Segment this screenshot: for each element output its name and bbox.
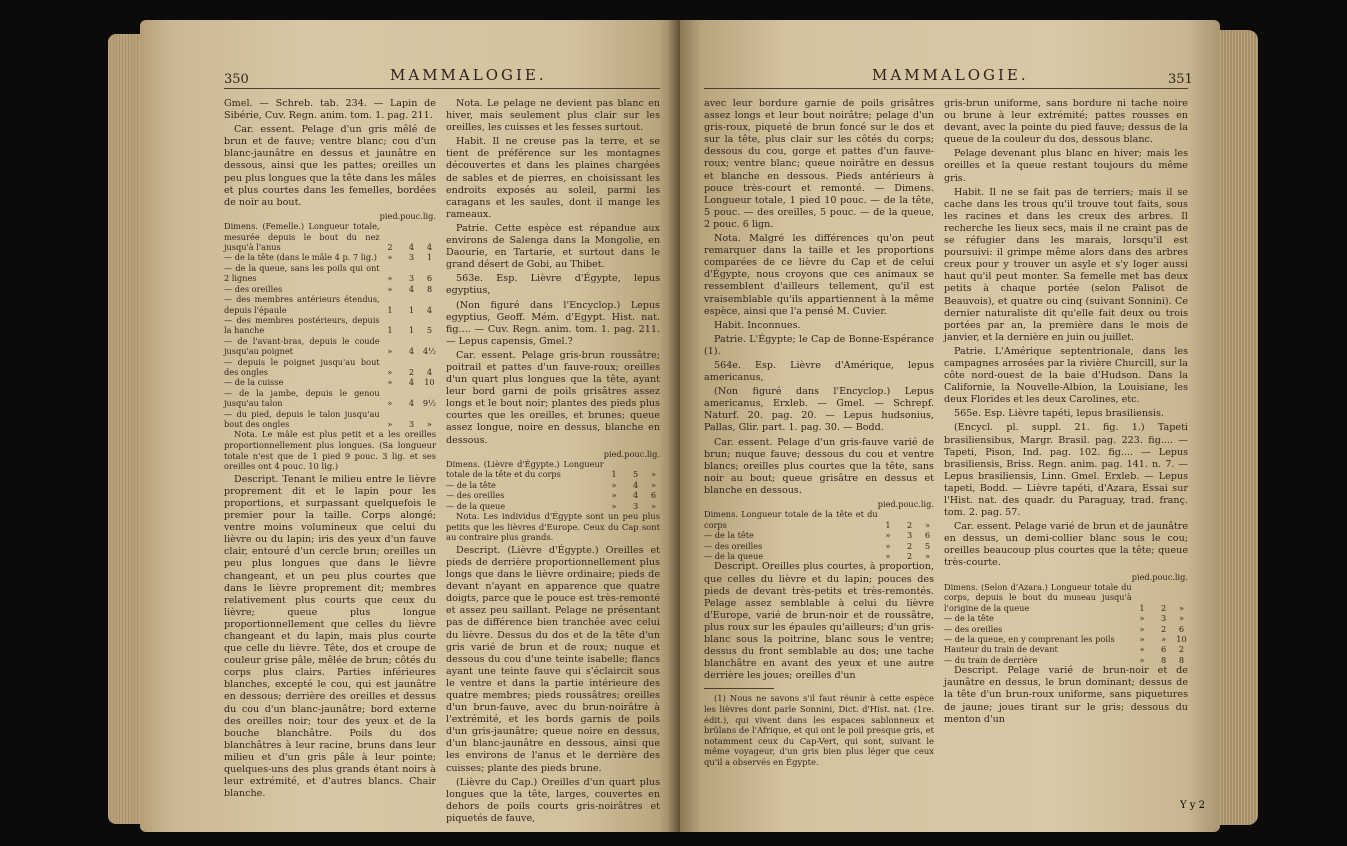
left-page [140, 20, 680, 832]
unit-label: lig. [1174, 571, 1188, 582]
unit-label: pouc. [898, 499, 921, 509]
table-row: Dimens. Longueur totale de la tête et du corps 1 2 » [704, 509, 930, 530]
description-text: avec leur bordure garnie de poils grisâtres assez longs et leur bout noirâtre; pelage d'un gris-roux, piqueté de brun foncé sur le dos et sur la tête, plus clair sur les côtés du corps; dessous du cou, gorge et pattes d'un fauve-roux; ventre blanc; queue noirâtre en dessus et blanche en dessous. Pieds antérieurs à pouce très-court et remonté. — Dimens. Longueur totale, 1 pied 10 pouc. — de la tête, 5 pouc. — des oreilles, 5 pouc. — de la queue, 2 pouc. 6 lign. [704, 98, 934, 230]
table-row: — de la queue, en y comprenant les poils » » 10 [944, 634, 1187, 644]
species-heading: 564e. Esp. Lièvre d'Amérique, lepus americanus, [704, 359, 934, 384]
signature-mark: Y y 2 [1180, 800, 1205, 811]
table-row: — du train de derrière » 8 8 [944, 654, 1185, 665]
page-number: 351 [1168, 72, 1193, 87]
footnote-rule [704, 688, 774, 689]
right-column-1 [704, 98, 934, 770]
essential-characters: Car. essent. Pelage varié de brun et de jaunâtre en dessus, un demi-collier blanc sous le cou; oreilles beaucoup plus courtes que la tête; queue très-courte. [944, 521, 1188, 569]
synonymy-text: (Non figuré dans l'Encyclop.) Lepus egyptius, Geoff. Mém. d'Egypt. Hist. nat. fig.... — Cuv. Regn. anim. tom. 1. pag. 211. — Lepus capensis, Gmel.? [446, 299, 660, 347]
table-row: Dimens. (Lièvre d'Égypte.) Longueur totale de la tête et du corps 1 5 » [446, 459, 656, 480]
header-rule [224, 88, 660, 89]
dimensions-table [944, 572, 1188, 666]
table-row: — depuis le poignet jusqu'au bout des ongles » 2 4 [224, 356, 433, 377]
right-column-2 [944, 98, 1188, 728]
table-row: — du pied, depuis le talon jusqu'au bout des ongles » 3 » [224, 408, 432, 429]
table-row: — des membres antérieurs étendus, depuis l'épaule 1 1 4 [224, 294, 433, 315]
essential-characters: Car. essent. Pelage d'un gris mêlé de brun et de fauve; ventre blanc; cou d'un blanc-jaunâtre en dessus et jaunâtre en dessous, ainsi que les pattes; oreilles un peu plus longues que la tête dans les mâles et plus courtes dans les femelles, bordées de noir au bout. [224, 124, 436, 208]
table-row: — de la tête » 3 » [944, 613, 1184, 624]
patrie-text: Patrie. Cette espèce est répandue aux environs de Salenga dans la Mongolie, en Daourie, en Tartarie, et surtout dans le grand désert de Gobi, au Thibet. [446, 222, 660, 271]
left-page-edges [108, 34, 142, 824]
unit-label: pouc. [1152, 571, 1175, 582]
table-row: — de la cuisse » 4 10 [224, 377, 435, 388]
essential-characters: Car. essent. Pelage d'un gris-fauve varié de brun; nuque fauve; dessous du cou et ventre blancs; oreilles plus courtes que la tête, sans noir au bout; queue grisâtre en dessus et blanche en dessous. [704, 436, 934, 496]
description-text: Descript. (Lièvre d'Égypte.) Oreilles et pieds de derrière proportionnellement plus longs que dans le lièvre ordinaire; pieds de devant n'ayant en apparence que quatre doigts, parce que le pouce est très-remonté et assez peu saillant. Pelage ne présentant pas de différence bien tranchée avec celui du lièvre. Dessus du dos et de la tête d'un gris varié de brun et de roux; nuque et dessous du cou d'une teinte isabelle; flancs ayant une teinte fauve qui s'éclaircit sous le ventre et dans la partie intérieure des quatre membres; pieds roussâtres; oreilles d'un brun-fauve, avec du brun-noirâtre à l'extrémité, et les bords garnis de poils d'un gris-jaunâtre; queue noire en dessus, d'un blanc-jaunâtre en dessous, ainsi que les environs de l'anus et le derrière des cuisses; plante des pieds brune. [446, 544, 660, 774]
unit-label: pied. [877, 499, 899, 509]
table-row: — de la jambe, depuis le genou jusqu'au talon » 4 9½ [224, 387, 436, 409]
unit-label: pied. [603, 448, 625, 459]
patrie-text: Patrie. L'Égypte; le Cap de Bonne-Espérance (1). [704, 333, 934, 357]
running-header: MAMMALOGIE. [390, 66, 547, 84]
table-row: — de la queue » 2 » [704, 551, 930, 562]
description-text: Descript. Oreilles plus courtes, à proportion, que celles du lièvre et du lapin; pouces des pieds de devant très-petits et très-remontés. Pelage assez semblable à celui du lièvre d'Europe, varié de brun-noir et de roussâtre, plus roux sur les épaules qu'ailleurs; d'un gris-blanc sous la poitrine, blanc sous le ventre; dessus du front semblable au dos; une tache blanchâtre en avant des yeux et une autre derrière les joues; oreilles d'un [704, 561, 934, 682]
essential-characters: Car. essent. Pelage gris-brun roussâtre; poitrail et pattes d'un fauve-roux; oreilles d'un quart plus longues que la tête, ayant leur bord garni de poils grisâtres assez longs et le bout noir; plantes des pieds plus courtes que les oreilles, et brunes; queue assez longue, noire en dessus, blanche en dessous. [446, 349, 660, 446]
habitat-text: Habit. Inconnues. [714, 319, 801, 331]
unit-label: pouc. [624, 448, 647, 459]
left-column-2 [446, 98, 660, 827]
table-row: — de la tête » 4 » [446, 479, 656, 490]
unit-label: lig. [920, 499, 934, 509]
table-row: — de l'avant-bras, depuis le coude jusqu'au poignet » 4 4½ [224, 335, 436, 357]
nota-text: Nota. Le mâle est plus petit et a les oreilles proportionnellement plus longues. (Sa longueur totale n'est que de 1 pied 9 pouc. 3 lig. et ses oreilles ont 4 pouc. 10 lig.) [224, 429, 436, 472]
unit-label: pied. [1131, 571, 1153, 582]
table-row: — des oreilles » 2 5 [704, 540, 931, 551]
dimensions-table [704, 499, 934, 561]
nota-text: Nota. Le pelage ne devient pas blanc en hiver, mais seulement plus clair sur les oreilles, les cuisses et les fesses surtout. [446, 98, 660, 134]
description-text: (Lièvre du Cap.) Oreilles d'un quart plus longues que la tête, larges, couvertes en dehors de poils courts gris-noirâtres et piquetés de fauve, [446, 776, 660, 824]
unit-label: pied. [379, 210, 401, 221]
table-row: Dimens. (Femelle.) Longueur totale, mesurée depuis le bout du nez jusqu'à l'anus 2 4 4 [224, 221, 433, 253]
synonymy-text: Gmel. — Schreb. tab. 234. — Lapin de Sibérie, Cuv. Regn. anim. tom. 1. pag. 211. [224, 98, 436, 122]
dimensions-table [446, 449, 660, 511]
right-page [680, 20, 1220, 832]
table-row: — de la queue » 3 » [446, 500, 656, 511]
description-text: gris-brun uniforme, sans bordure ni tache noire ou brune à leur extrémité; pattes rousses en devant, avec la pointe du pied fauve; dessus de la queue de la couleur du dos, dessous blanc. [944, 98, 1188, 146]
running-header: MAMMALOGIE. [872, 66, 1029, 84]
description-text: Descript. Tenant le milieu entre le lièvre proprement dit et le lapin pour les proportions, et surpassant quelquefois le premier pour la taille. Corps alongé; ventre moins volumineux que celui du lièvre ou du lapin; iris des yeux d'un fauve clair, entouré d'un cercle brun; oreilles un peu plus longues que dans le lièvre changeant, et un peu plus courtes que dans le lièvre proprement dit; membres relativement plus courts que ceux du lièvre; queue plus longue proportionnellement que celles du lièvre changeant et du lapin, mais plus courte que celle du lièvre. Tête, dos et croupe de couleur grise pâle, mêlée de brun; côtés du corps plus clairs. Parties inférieures blanches, excepté le cou, qui est jaunâtre en dessous; derrière des oreilles et dessus du cou d'un blanc-jaunâtre; bord externe des oreilles noir; tour des yeux et de la bouche blanchâtre. Poils du dos blanchâtres à leur racine, bruns dans leur milieu et d'un gris pâle à leur pointe; quelques-uns des plus grands étant noirs à leur extrémité, et d'autres blancs. Chair blanche. [224, 473, 436, 800]
table-row: — de la queue, sans les poils qui ont 2 lignes » 3 6 [224, 262, 433, 284]
unit-label: pouc. [400, 210, 423, 221]
unit-label: lig. [646, 448, 660, 459]
patrie-text: Patrie. L'Amérique septentrionale, dans les campagnes arrosées par la rivière Churcill, sur la côte nord-ouest de la baie d'Hudson. Dans la Californie, la Nouvelle-Albion, la Louisiane, les deux Florides et les deux Carolines, etc. [944, 345, 1188, 406]
species-heading: 563e. Esp. Lièvre d'Égypte, lepus egyptius, [446, 273, 660, 297]
description-text: Pelage devenant plus blanc en hiver; mais les oreilles et la queue restant toujours du même gris. [944, 148, 1188, 184]
dimensions-table [224, 211, 436, 430]
header-rule [704, 88, 1188, 89]
right-page-edges [1218, 30, 1258, 825]
left-column-1 [224, 98, 436, 802]
table-row: — de la tête » 3 6 [704, 530, 931, 541]
synonymy-text: (Encycl. pl. suppl. 21. fig. 1.) Tapeti brasiliensibus, Margr. Brasil. pag. 223. fig.... — Tapeti, Pison, Ind. pag. 102. fig.... — Lepus brasiliensis, Briss. Regn. anim. pag. 141. n. 7. — Lepus brasiliensis, Linn. Gmel. Erxleb. — Lepus tapeti, Bodd. — Lièvre tapéti, d'Azara, Essai sur l'Hist. nat. des quadr. du Paraguay, trad. franç. tom. 2. pag. 57. [944, 422, 1188, 519]
description-text: Descript. Pelage varié de brun-noir et de jaunâtre en dessus, le brun dominant; dessus de la tête d'un brun-roux uniforme, sans piquetures de jaune; joues tirant sur le gris; dessous du menton d'un [944, 665, 1188, 725]
nota-text: Nota. Malgré les différences qu'on peut remarquer dans la taille et les proportions comparées de ce lièvre du Cap et de celui d'Égypte, nous croyons que ces animaux se ressemblent d'ailleurs tellement, qu'il est vraisemblable qu'ils appartiennent à la même espèce, ainsi que l'a pensé M. Cuvier. [704, 233, 934, 317]
table-row: Hauteur du train de devant » 6 2 [944, 644, 1185, 655]
habitat-text: Habit. Il ne creuse pas la terre, et se tient de préférence sur les montagnes découvertes et dans les plaines chargées de sables et de pierres, en choisissant les endroits exposés au soleil, parmi les caragans et les saules, dont il mange les rameaux. [446, 136, 660, 220]
footnote: (1) Nous ne savons s'il faut réunir à cette espèce les lièvres dont parle Sonnini, Dict. d'Hist. nat. (1re. édit.), qui vivent dans les espaces sablonneux et brûlans de l'Afrique, et qui ont le poil presque gris, et notamment ceux du Cap-Vert, qui sont, suivant le même voyageur, d'un gris bien plus léger que ceux qu'il a observés en Égypte. [704, 693, 934, 767]
table-row: — des oreilles » 4 8 [224, 283, 433, 294]
table-row: — des oreilles » 2 6 [944, 623, 1185, 634]
species-heading: 565e. Esp. Lièvre tapéti, lepus brasiliensis. [954, 408, 1164, 420]
table-row: — de la tête (dans le mâle 4 p. 7 lig.) » 3 1 [224, 252, 433, 263]
unit-label: lig. [422, 210, 436, 221]
table-row: — des membres postérieurs, depuis la hanche 1 1 5 [224, 314, 433, 336]
nota-text: Nota. Les individus d'Égypte sont un peu plus petits que les lièvres d'Europe. Ceux du Cap sont au contraire plus grands. [446, 511, 660, 543]
table-row: Dimens. (Selon d'Azara.) Longueur totale du corps, depuis le bout du museau jusqu'à l'origine de la queue 1 2 » [944, 581, 1184, 613]
habitat-text: Habit. Il ne se fait pas de terriers; mais il se cache dans les trous qu'il trouve tout faits, sous les racines et dans les creux des arbres. Il recherche les lieux secs, mais il ne craint pas de se réfugier dans les marais, lorsqu'il est poursuivi: il grimpe même alors dans des arbres creux pour y trouver un asyle et s'y loger aussi haut qu'il peut monter. Sa femelle met bas deux petits à chaque portée (selon Palisot de Beauvois), et quatre ou cinq (suivant Sonnini). Ce dernier naturaliste dit qu'elle fait deux ou trois portées par an, la première dans le mois de janvier, et la dernière en juin ou juillet. [944, 186, 1188, 343]
page-number: 350 [224, 72, 249, 87]
table-row: — des oreilles » 4 6 [446, 490, 657, 501]
synonymy-text: (Non figuré dans l'Encyclop.) Lepus americanus, Erxleb. — Gmel. — Schrepf. Naturf. 20. pag. 20. — Lepus hudsonius, Pallas, Glir. part. 1. pag. 30. — Bodd. [704, 386, 934, 434]
